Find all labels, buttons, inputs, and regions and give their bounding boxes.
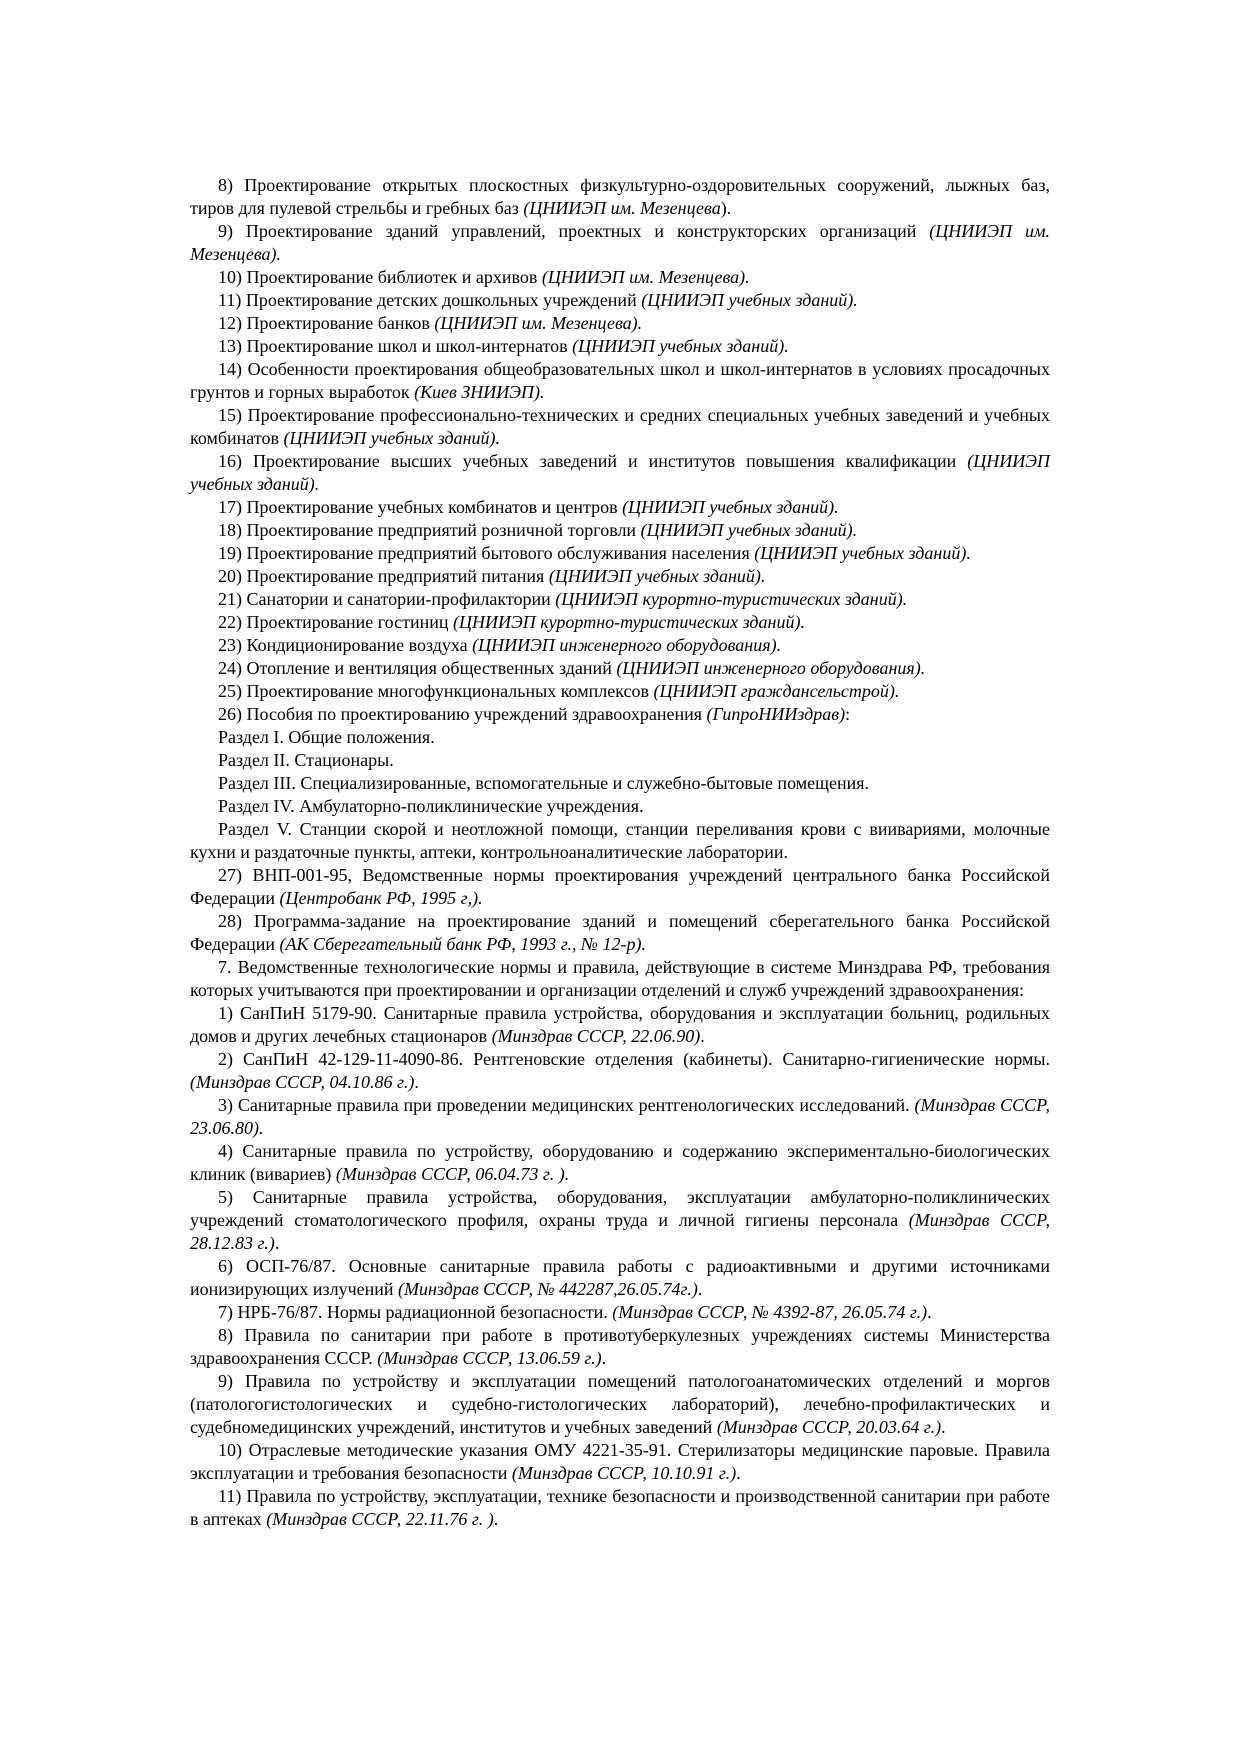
paragraph-35: 8) Правила по санитарии при работе в противотуберкулезных учреждениях системы Министерства здравоохранения СССР. (Минздрав СССР, 13.06.59 г.). bbox=[190, 1325, 1050, 1368]
paragraph-18: 25) Проектирование многофункциональных комплексов (ЦНИИЭП граждансельстрой). bbox=[218, 681, 900, 701]
paragraph-23: Раздел IV. Амбулаторно-поликлинические учреждения. bbox=[218, 796, 644, 816]
paragraph-38: 11) Правила по устройству, эксплуатации, технике безопасности и производственной санитарии при работе в аптеках (Минздрав СССР, 22.11.76 г. ). bbox=[190, 1486, 1050, 1529]
paragraph-31: 4) Санитарные правила по устройству, оборудованию и содержанию экспериментально-биологических клиник (вивариев) (Минздрав СССР, 06.04.73 г. ). bbox=[190, 1141, 1050, 1184]
paragraph-29: 2) СанПиН 42-129-11-4090-86. Рентгеновские отделения (кабинеты). Санитарно-гигиенические нормы. (Минздрав СССР, 04.10.86 г.). bbox=[190, 1049, 1050, 1092]
paragraph-28: 1) СанПиН 5179-90. Санитарные правила устройства, оборудования и эксплуатации больниц, родильных домов и других лечебных стационаров (Минздрав СССР, 22.06.90). bbox=[190, 1003, 1050, 1046]
paragraph-13: 20) Проектирование предприятий питания (ЦНИИЭП учебных зданий). bbox=[218, 566, 766, 586]
paragraph-20: Раздел I. Общие положения. bbox=[218, 727, 435, 747]
paragraph-22: Раздел III. Специализированные, вспомогательные и служебно-бытовые помещения. bbox=[218, 773, 869, 793]
paragraph-5: 12) Проектирование банков (ЦНИИЭП им. Мезенцева). bbox=[218, 313, 643, 333]
paragraph-36: 9) Правила по устройству и эксплуатации помещений патологоанатомических отделений и моргов (патологогистологических и судебно-гистологических лабораторий), лечебно-профилактических и судебномедицинских учреждений, институтов и учебных заведений (Минздрав СССР, 20.03.64 г.). bbox=[190, 1371, 1050, 1437]
paragraph-17: 24) Отопление и вентиляция общественных зданий (ЦНИИЭП инженерного оборудования). bbox=[218, 658, 926, 678]
paragraph-12: 19) Проектирование предприятий бытового обслуживания населения (ЦНИИЭП учебных зданий). bbox=[218, 543, 971, 563]
paragraph-30: 3) Санитарные правила при проведении медицинских рентгенологических исследований. (Минздрав СССР, 23.06.80). bbox=[190, 1095, 1050, 1138]
paragraph-7: 14) Особенности проектирования общеобразовательных школ и школ-интернатов в условиях просадочных грунтов и горных выработок (Киев ЗНИИЭП). bbox=[190, 359, 1050, 402]
paragraph-10: 17) Проектирование учебных комбинатов и центров (ЦНИИЭП учебных зданий). bbox=[218, 497, 839, 517]
paragraph-2: 9) Проектирование зданий управлений, проектных и конструкторских организаций (ЦНИИЭП им. Мезенцева). bbox=[190, 221, 1050, 264]
paragraph-6: 13) Проектирование школ и школ-интернатов (ЦНИИЭП учебных зданий). bbox=[218, 336, 789, 356]
paragraph-25: 27) ВНП-001-95, Ведомственные нормы проектирования учреждений центрального банка Российской Федерации (Центробанк РФ, 1995 г,). bbox=[190, 865, 1050, 908]
paragraph-9: 16) Проектирование высших учебных заведений и институтов повышения квалификации (ЦНИИЭП учебных зданий). bbox=[190, 451, 1050, 494]
paragraph-19: 26) Пособия по проектированию учреждений здравоохранения (ГипроНИИздрав): bbox=[218, 704, 851, 724]
paragraph-4: 11) Проектирование детских дошкольных учреждений (ЦНИИЭП учебных зданий). bbox=[218, 290, 858, 310]
paragraph-3: 10) Проектирование библиотек и архивов (ЦНИИЭП им. Мезенцева). bbox=[218, 267, 750, 287]
paragraph-33: 6) ОСП-76/87. Основные санитарные правила работы с радиоактивными и другими источниками ионизирующих излучений (Минздрав СССР, № 442287,26.05.74г.). bbox=[190, 1256, 1050, 1299]
paragraph-11: 18) Проектирование предприятий розничной торговли (ЦНИИЭП учебных зданий). bbox=[218, 520, 858, 540]
paragraph-16: 23) Кондиционирование воздуха (ЦНИИЭП инженерного оборудования). bbox=[218, 635, 782, 655]
paragraph-27: 7. Ведомственные технологические нормы и правила, действующие в системе Минздрава РФ, требования которых учитываются при проектировании и организации отделений и служб учреждений здравоохранения: bbox=[190, 957, 1050, 1000]
paragraph-37: 10) Отраслевые методические указания ОМУ 4221-35-91. Стерилизаторы медицинские паровые. Правила эксплуатации и требования безопасности (Минздрав СССР, 10.10.91 г.). bbox=[190, 1440, 1050, 1483]
document-page bbox=[190, 174, 1050, 1531]
paragraph-32: 5) Санитарные правила устройства, оборудования, эксплуатации амбулаторно-поликлинических учреждений стоматологического профиля, охраны труда и личной гигиены персонала (Минздрав СССР, 28.12.83 г.). bbox=[190, 1187, 1050, 1253]
paragraph-8: 15) Проектирование профессионально-технических и средних специальных учебных заведений и учебных комбинатов (ЦНИИЭП учебных зданий). bbox=[190, 405, 1050, 448]
paragraph-14: 21) Санатории и санатории-профилактории (ЦНИИЭП курортно-туристических зданий). bbox=[218, 589, 908, 609]
paragraph-26: 28) Программа-задание на проектирование зданий и помещений сберегательного банка Российской Федерации (АК Сберегательный банк РФ, 1993 г., № 12-р). bbox=[190, 911, 1050, 954]
paragraph-34: 7) НРБ-76/87. Нормы радиационной безопасности. (Минздрав СССР, № 4392-87, 26.05.74 г.). bbox=[218, 1302, 932, 1322]
paragraph-1: 8) Проектирование открытых плоскостных физкультурно-оздоровительных сооружений, лыжных баз, тиров для пулевой стрельбы и гребных баз (ЦНИИЭП им. Мезенцева). bbox=[190, 175, 1050, 218]
paragraph-21: Раздел II. Стационары. bbox=[218, 750, 394, 770]
paragraph-24: Раздел V. Станции скорой и неотложной помощи, станции переливания крови с виивариями, молочные кухни и раздаточные пункты, аптеки, контрольноаналитические лаборатории. bbox=[190, 819, 1050, 862]
paragraph-15: 22) Проектирование гостиниц (ЦНИИЭП курортно-туристических зданий). bbox=[218, 612, 805, 632]
